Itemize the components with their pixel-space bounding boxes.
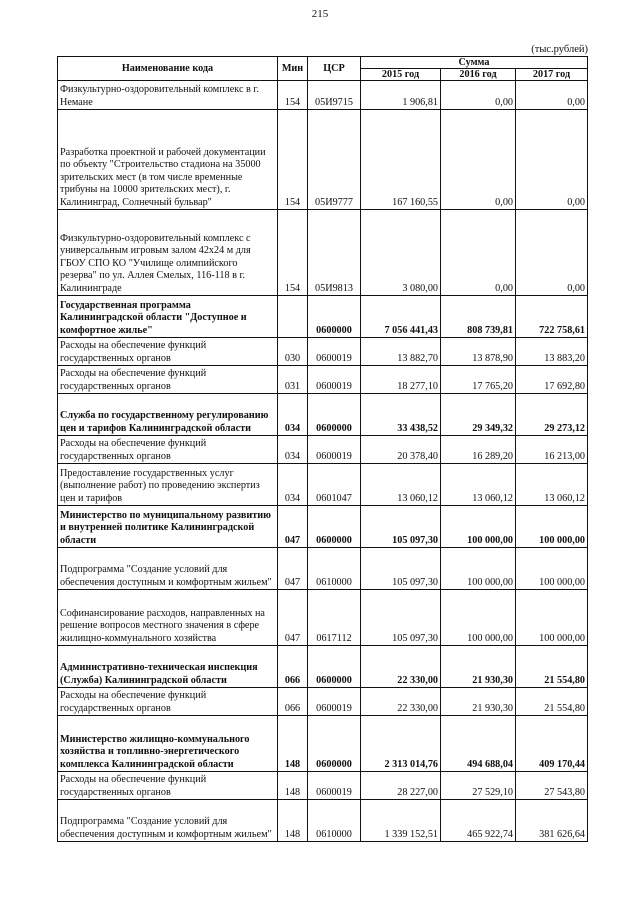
row-min: 154 [278, 110, 308, 210]
row-min: 066 [278, 688, 308, 716]
header-year-2015: 2015 год [361, 69, 441, 81]
table-row [58, 81, 588, 110]
row-value-2017: 13 883,20 [516, 338, 588, 366]
row-value-2017: 722 758,61 [516, 296, 588, 338]
row-name: Государственная программа Калининградской области "Доступное и комфортное жилье" [58, 296, 278, 338]
table-row [58, 110, 588, 210]
row-min [278, 296, 308, 338]
row-value-2016: 100 000,00 [441, 506, 516, 548]
row-name: Подпрограмма "Создание условий для обеспечения доступным и комфортным жильем" [58, 548, 278, 590]
row-value-2016: 0,00 [441, 81, 516, 110]
table-row [58, 464, 588, 506]
row-value-2016: 0,00 [441, 210, 516, 296]
row-csr: 0600019 [308, 338, 361, 366]
row-value-2016: 100 000,00 [441, 590, 516, 646]
row-value-2017: 0,00 [516, 210, 588, 296]
row-value-2015: 28 227,00 [361, 772, 441, 800]
table-row [58, 338, 588, 366]
row-csr: 0617112 [308, 590, 361, 646]
row-min: 148 [278, 716, 308, 772]
row-min: 047 [278, 548, 308, 590]
row-value-2016: 17 765,20 [441, 366, 516, 394]
row-min: 034 [278, 436, 308, 464]
table-row [58, 688, 588, 716]
header-year-2017: 2017 год [516, 69, 588, 81]
row-name: Расходы на обеспечение функций государственных органов [58, 772, 278, 800]
row-value-2015: 20 378,40 [361, 436, 441, 464]
row-csr: 0610000 [308, 800, 361, 842]
table-row [58, 716, 588, 772]
row-min: 034 [278, 464, 308, 506]
row-min: 047 [278, 506, 308, 548]
row-min: 148 [278, 772, 308, 800]
row-name: Софинансирование расходов, направленных на решение вопросов местного значения в сфере жилищно-коммунального хозяйства [58, 590, 278, 646]
row-value-2016: 13 060,12 [441, 464, 516, 506]
row-value-2017: 13 060,12 [516, 464, 588, 506]
row-name: Министерство по муниципальному развитию и внутренней политике Калининградской области [58, 506, 278, 548]
row-value-2015: 2 313 014,76 [361, 716, 441, 772]
row-name: Министерство жилищно-коммунального хозяйства и топливно-энергетического комплекса Калининградской области [58, 716, 278, 772]
table-row [58, 590, 588, 646]
row-value-2016: 808 739,81 [441, 296, 516, 338]
row-csr: 0600000 [308, 716, 361, 772]
row-csr: 0600000 [308, 646, 361, 688]
row-name: Предоставление государственных услуг (выполнение работ) по проведению экспертиз цен и тарифов [58, 464, 278, 506]
row-value-2015: 13 882,70 [361, 338, 441, 366]
row-value-2017: 0,00 [516, 110, 588, 210]
header-csr: ЦСР [308, 57, 361, 81]
row-csr: 05И9813 [308, 210, 361, 296]
row-value-2015: 1 339 152,51 [361, 800, 441, 842]
row-value-2015: 22 330,00 [361, 688, 441, 716]
row-name: Расходы на обеспечение функций государственных органов [58, 688, 278, 716]
header-name: Наименование кода [58, 57, 278, 81]
table-row [58, 506, 588, 548]
row-value-2015: 22 330,00 [361, 646, 441, 688]
row-csr: 05И9777 [308, 110, 361, 210]
page-number: 215 [311, 8, 329, 20]
row-value-2015: 3 080,00 [361, 210, 441, 296]
row-name: Подпрограмма "Создание условий для обеспечения доступным и комфортным жильем" [58, 800, 278, 842]
row-value-2017: 0,00 [516, 81, 588, 110]
row-name: Расходы на обеспечение функций государственных органов [58, 436, 278, 464]
table-row [58, 436, 588, 464]
table-row [58, 646, 588, 688]
row-value-2015: 33 438,52 [361, 394, 441, 436]
units-label: (тыс.рублей) [531, 44, 588, 55]
row-name: Расходы на обеспечение функций государственных органов [58, 366, 278, 394]
row-value-2017: 17 692,80 [516, 366, 588, 394]
row-value-2017: 100 000,00 [516, 506, 588, 548]
row-min: 066 [278, 646, 308, 688]
row-value-2016: 465 922,74 [441, 800, 516, 842]
row-csr: 0610000 [308, 548, 361, 590]
row-value-2016: 494 688,04 [441, 716, 516, 772]
row-value-2015: 1 906,81 [361, 81, 441, 110]
table-row [58, 366, 588, 394]
table-row [58, 800, 588, 842]
row-value-2017: 29 273,12 [516, 394, 588, 436]
row-min: 031 [278, 366, 308, 394]
row-value-2016: 21 930,30 [441, 688, 516, 716]
row-value-2015: 7 056 441,43 [361, 296, 441, 338]
row-csr: 0600000 [308, 296, 361, 338]
row-csr: 0600019 [308, 688, 361, 716]
row-min: 034 [278, 394, 308, 436]
row-value-2016: 13 878,90 [441, 338, 516, 366]
row-value-2017: 27 543,80 [516, 772, 588, 800]
row-value-2015: 18 277,10 [361, 366, 441, 394]
row-value-2016: 100 000,00 [441, 548, 516, 590]
row-value-2017: 21 554,80 [516, 646, 588, 688]
row-csr: 0600000 [308, 394, 361, 436]
row-min: 154 [278, 210, 308, 296]
header-sum: Сумма [361, 57, 588, 69]
row-value-2016: 29 349,32 [441, 394, 516, 436]
row-name: Служба по государственному регулированию цен и тарифов Калининградской области [58, 394, 278, 436]
table-row [58, 394, 588, 436]
row-value-2017: 100 000,00 [516, 590, 588, 646]
row-value-2015: 105 097,30 [361, 548, 441, 590]
header-min: Мин [278, 57, 308, 81]
row-min: 148 [278, 800, 308, 842]
row-value-2016: 16 289,20 [441, 436, 516, 464]
row-value-2017: 16 213,00 [516, 436, 588, 464]
row-value-2016: 21 930,30 [441, 646, 516, 688]
row-value-2017: 21 554,80 [516, 688, 588, 716]
row-csr: 0601047 [308, 464, 361, 506]
table-row [58, 548, 588, 590]
row-name: Разработка проектной и рабочей документации по объекту "Строительство стадиона на 35000 зрительских мест (в том числе временные трибуны на 10000 зрительских мест), г. Калининград, Солнечный бульвар" [58, 110, 278, 210]
row-name: Расходы на обеспечение функций государственных органов [58, 338, 278, 366]
row-name: Физкультурно-оздоровительный комплекс с универсальным игровым залом 42х24 м для ГБОУ СПО КО "Училище олимпийского резерва" по ул. Аллея Смелых, 116-118 в г. Калининграде [58, 210, 278, 296]
table-row [58, 210, 588, 296]
row-value-2017: 100 000,00 [516, 548, 588, 590]
row-csr: 0600019 [308, 366, 361, 394]
row-csr: 0600019 [308, 436, 361, 464]
row-name: Физкультурно-оздоровительный комплекс в г. Немане [58, 81, 278, 110]
row-value-2017: 409 170,44 [516, 716, 588, 772]
row-value-2017: 381 626,64 [516, 800, 588, 842]
row-min: 030 [278, 338, 308, 366]
row-value-2015: 105 097,30 [361, 590, 441, 646]
row-csr: 05И9715 [308, 81, 361, 110]
row-value-2016: 27 529,10 [441, 772, 516, 800]
table-row [58, 772, 588, 800]
table-row [58, 296, 588, 338]
row-name: Административно-техническая инспекция (Служба) Калининградской области [58, 646, 278, 688]
row-value-2016: 0,00 [441, 110, 516, 210]
header-year-2016: 2016 год [441, 69, 516, 81]
row-value-2015: 13 060,12 [361, 464, 441, 506]
row-value-2015: 105 097,30 [361, 506, 441, 548]
budget-table [57, 56, 588, 842]
row-csr: 0600000 [308, 506, 361, 548]
row-min: 047 [278, 590, 308, 646]
row-value-2015: 167 160,55 [361, 110, 441, 210]
row-csr: 0600019 [308, 772, 361, 800]
row-min: 154 [278, 81, 308, 110]
